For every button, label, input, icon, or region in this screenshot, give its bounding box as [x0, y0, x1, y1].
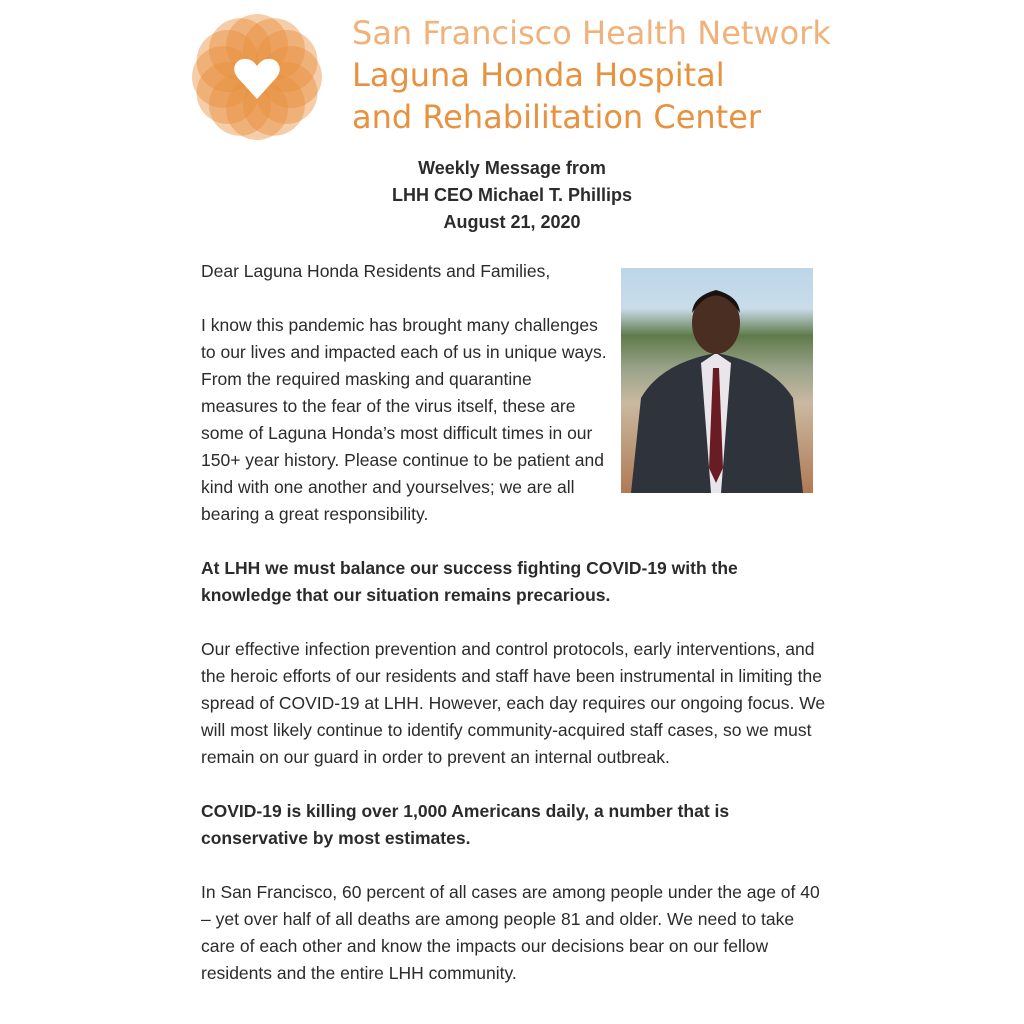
letter-body [201, 258, 831, 1014]
organization-name [352, 12, 831, 138]
paragraph: In San Francisco, 60 percent of all cases are among people under the age of 40 – yet over half of all deaths are among people 81 and older. We need to take care of each other and know the impacts our decisions bear on our fellow residents and the entire LHH community. [201, 882, 820, 983]
title-line-2: LHH CEO Michael T. Phillips [391, 185, 633, 205]
greeting: Dear Laguna Honda Residents and Families, [201, 261, 551, 281]
paragraph: I know this pandemic has brought many challenges to our lives and impacted each of us in unique ways. From the required masking and quarantine measures to the fear of the virus itself, these are some of Laguna Honda’s most difficult times in our 150+ year history. Please continue to be patient and kind with one another and yourselves; we are all bearing a great responsibility. [201, 315, 607, 524]
bold-statement: At LHH we must balance our success fighting COVID-19 with the knowledge that our situation remains precarious. [201, 558, 738, 605]
org-line-1: San Francisco Health Network [352, 14, 831, 52]
flower-heart-logo [190, 12, 324, 142]
ceo-portrait-photo [621, 268, 813, 493]
message-title [0, 155, 1024, 236]
org-line-3: and Rehabilitation Center [352, 98, 762, 136]
paragraph: Our effective infection prevention and control protocols, early interventions, and the heroic efforts of our residents and staff have been instrumental in limiting the spread of COVID-19 at LHH. However, each day requires our ongoing focus. We will most likely continue to identify community-acquired staff cases, so we must remain on our guard in order to prevent an internal outbreak. [201, 639, 826, 767]
org-line-2: Laguna Honda Hospital [352, 56, 725, 94]
title-date: August 21, 2020 [443, 212, 581, 232]
bold-statement: COVID-19 is killing over 1,000 Americans daily, a number that is conservative by most estimates. [201, 801, 730, 848]
title-line-1: Weekly Message from [418, 158, 606, 178]
